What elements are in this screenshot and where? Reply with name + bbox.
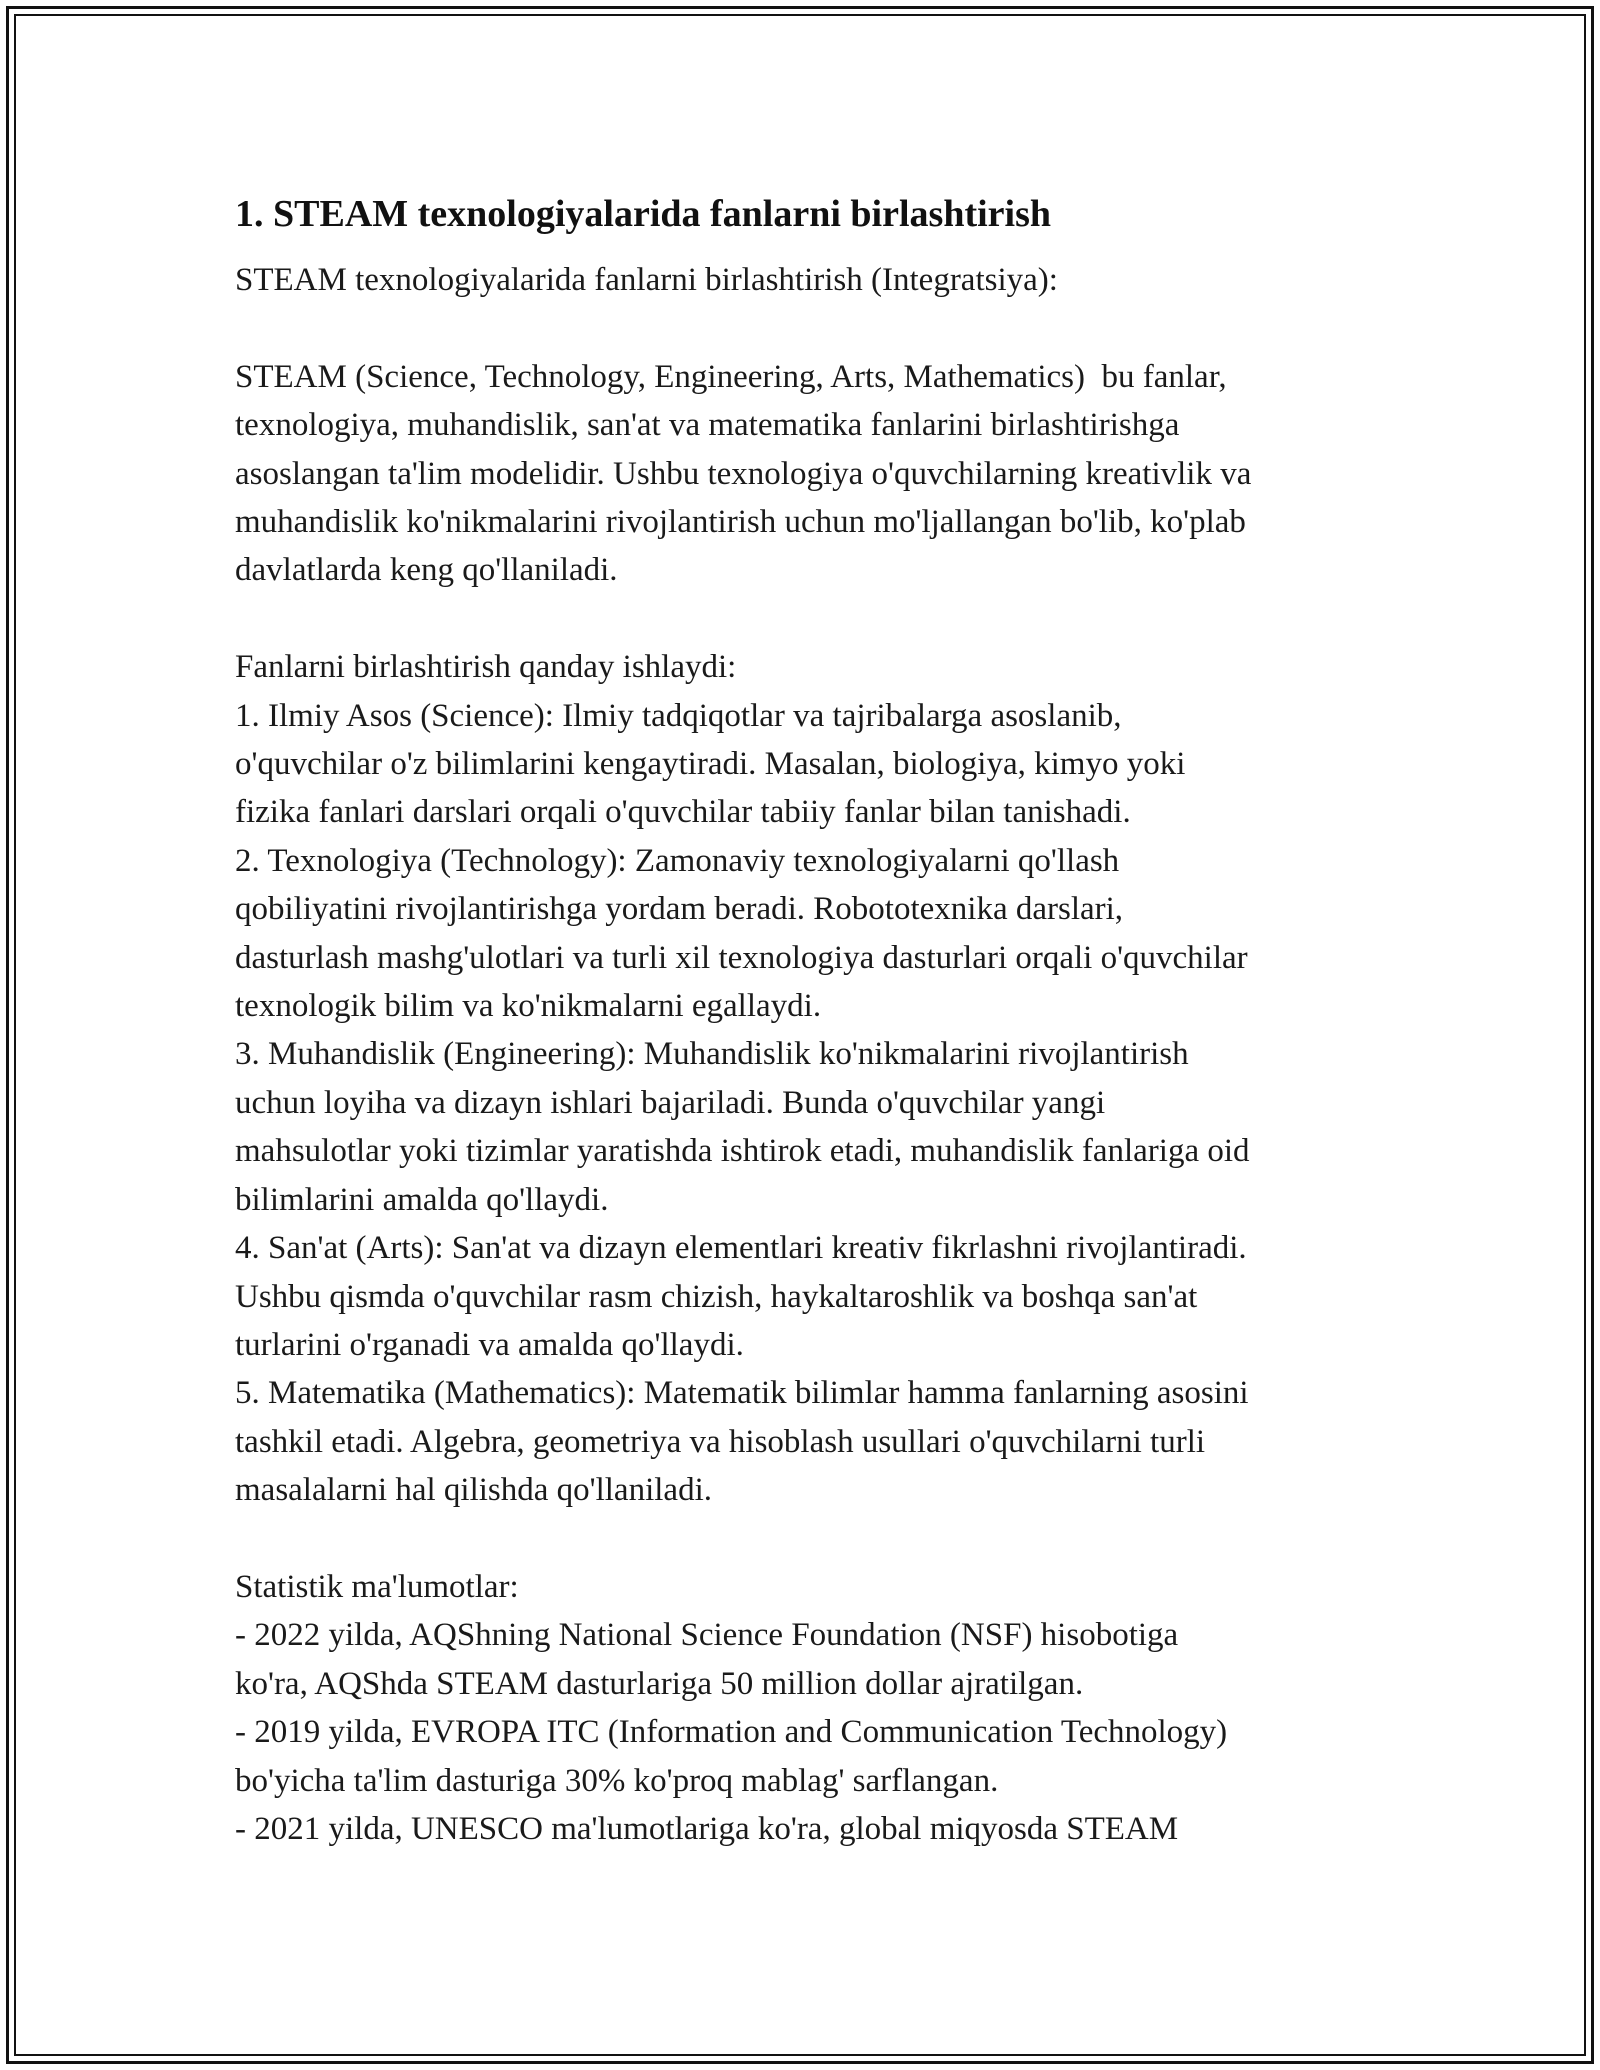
document-title: 1. STEAM texnologiyalarida fanlarni birlashtirish bbox=[235, 193, 1052, 235]
text-line: texnologiya, muhandislik, san'at va matematika fanlarini birlashtirishga bbox=[235, 407, 1180, 444]
text-line: turlarini o'rganadi va amalda qo'llaydi. bbox=[235, 1326, 744, 1363]
text-line: Ushbu qismda o'quvchilar rasm chizish, haykaltaroshlik va boshqa san'at bbox=[235, 1278, 1198, 1315]
text-line: - 2022 yilda, AQShning National Science Foundation (NSF) hisobotiga bbox=[235, 1617, 1179, 1654]
text-line: - 2019 yilda, EVROPA ITC (Information and Communication Technology) bbox=[235, 1714, 1228, 1751]
document-text bbox=[235, 256, 1395, 1853]
text-line: - 2021 yilda, UNESCO ma'lumotlariga ko'ra, global miqyosda STEAM bbox=[235, 1810, 1179, 1847]
text-line: 3. Muhandislik (Engineering): Muhandislik ko'nikmalarini rivojlantirish bbox=[235, 1036, 1189, 1073]
document-body bbox=[235, 186, 1395, 1853]
blank-line bbox=[235, 1515, 1395, 1563]
section-heading: Statistik ma'lumotlar: bbox=[235, 1568, 519, 1605]
text-line: tashkil etadi. Algebra, geometriya va hisoblash usullari o'quvchilarni turli bbox=[235, 1423, 1206, 1460]
blank-line bbox=[235, 595, 1395, 643]
text-line: davlatlarda keng qo'llaniladi. bbox=[235, 552, 618, 589]
text-line: STEAM texnologiyalarida fanlarni birlashtirish (Integratsiya): bbox=[235, 262, 1058, 298]
text-line: bo'yicha ta'lim dasturiga 30% ko'proq mablag' sarflangan. bbox=[235, 1762, 999, 1799]
text-line: fizika fanlari darslari orqali o'quvchilar tabiiy fanlar bilan tanishadi. bbox=[235, 794, 1131, 831]
text-line: uchun loyiha va dizayn ishlari bajariladi. Bunda o'quvchilar yangi bbox=[235, 1084, 1106, 1121]
text-line: muhandislik ko'nikmalarini rivojlantirish uchun mo'ljallangan bo'lib, ko'plab bbox=[235, 504, 1246, 541]
text-line: qobiliyatini rivojlantirishga yordam beradi. Robototexnika darslari, bbox=[235, 891, 1124, 928]
text-line: mahsulotlar yoki tizimlar yaratishda ishtirok etadi, muhandislik fanlariga oid bbox=[235, 1133, 1250, 1170]
section-heading: Fanlarni birlashtirish qanday ishlaydi: bbox=[235, 649, 737, 686]
text-line: 5. Matematika (Mathematics): Matematik bilimlar hamma fanlarning asosini bbox=[235, 1375, 1249, 1412]
blank-line bbox=[235, 304, 1395, 352]
text-line: asoslangan ta'lim modelidir. Ushbu texnologiya o'quvchilarning kreativlik va bbox=[235, 455, 1252, 492]
text-line: masalalarni hal qilishda qo'llaniladi. bbox=[235, 1472, 712, 1509]
text-line: STEAM (Science, Technology, Engineering, Arts, Mathematics) bu fanlar, bbox=[235, 358, 1227, 395]
text-line: 2. Texnologiya (Technology): Zamonaviy texnologiyalarni qo'llash bbox=[235, 842, 1120, 879]
text-line: 1. Ilmiy Asos (Science): Ilmiy tadqiqotlar va tajribalarga asoslanib, bbox=[235, 697, 1122, 734]
text-line: 4. San'at (Arts): San'at va dizayn elementlari kreativ fikrlashni rivojlantiradi. bbox=[235, 1230, 1247, 1267]
text-line: ko'ra, AQShda STEAM dasturlariga 50 million dollar ajratilgan. bbox=[235, 1665, 1084, 1702]
text-line: texnologik bilim va ko'nikmalarni egallaydi. bbox=[235, 988, 822, 1025]
text-line: o'quvchilar o'z bilimlarini kengaytiradi. Masalan, biologiya, kimyo yoki bbox=[235, 746, 1186, 783]
text-line: dasturlash mashg'ulotlari va turli xil texnologiya dasturlari orqali o'quvchilar bbox=[235, 939, 1248, 976]
text-line: bilimlarini amalda qo'llaydi. bbox=[235, 1181, 609, 1218]
